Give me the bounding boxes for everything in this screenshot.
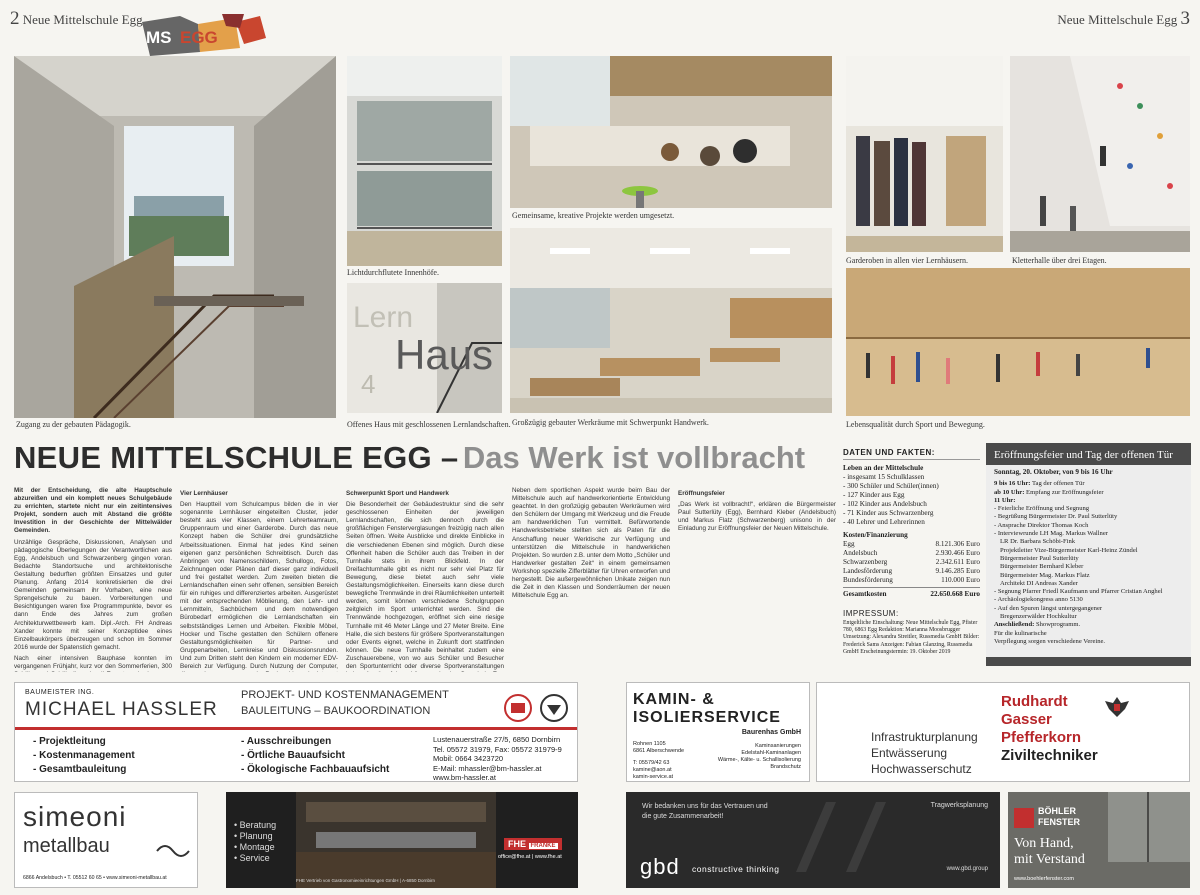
ad-slogan: [1014, 836, 1085, 868]
ad-boehler[interactable]: [1008, 792, 1190, 888]
event-line: [994, 497, 1183, 505]
ad-rudhardt[interactable]: [816, 682, 1190, 782]
ad-mobile: Mobil: 0664 3423720: [433, 754, 504, 763]
name-line: Gasser: [1001, 711, 1052, 728]
ad-brand: [504, 838, 562, 850]
ad-services-right: [241, 735, 389, 777]
caption: Lichtdurchflutete Innenhöfe.: [347, 268, 439, 277]
ad-thanks: [642, 802, 768, 822]
ad-email[interactable]: office@fhe.at | www.fhe.at: [498, 854, 562, 860]
ad-gbd[interactable]: [626, 792, 1000, 888]
service-item: • Service: [234, 853, 270, 863]
service-item: - Ausschreibungen: [241, 736, 332, 747]
ad-company-name: [1038, 806, 1080, 828]
service-item: - Projektleitung: [33, 736, 106, 747]
page-header-left: [10, 8, 143, 30]
service-item: Edelstahl-Kaminanlagen: [741, 750, 801, 756]
brand-fhe: FHE: [508, 839, 526, 849]
logo-egg: EGG: [180, 28, 218, 47]
ad-phone: Tel. 05572 31979, Fax: 05572 31979-9: [433, 744, 562, 754]
photo-cloakroom: [846, 56, 1003, 252]
ad-kamin[interactable]: [626, 682, 810, 782]
photo-stairs: [14, 56, 336, 418]
program-item: Bürgermeister Paul Sutterlüty: [1000, 554, 1079, 562]
headline-sub: Das Werk ist vollbracht: [462, 440, 806, 475]
facts-heading: DATEN UND FAKTEN:: [843, 448, 980, 460]
ad-footer: FHE Vertrieb von Gastronomieeinrichtungen GmbH | A-6850 Dornbirn: [296, 878, 435, 883]
service-item: - Kostenmanagement: [33, 750, 135, 761]
total-label: Gesamtkosten: [843, 590, 887, 598]
photo-projects: [510, 56, 832, 208]
after-text: Showprogramm.: [1034, 621, 1081, 629]
name-line: Pfefferkorn: [1001, 729, 1082, 746]
program-item: - Auf den Spuren längst untergegangener: [994, 604, 1103, 612]
event-food: Verpflegung sorgen verschiedene Vereine.: [994, 637, 1106, 645]
ad-company-name: MICHAEL HASSLER: [25, 699, 218, 720]
event-body: [986, 465, 1191, 657]
total-value: 22.650.668 Euro: [930, 590, 980, 598]
photo-lernhaus: [347, 283, 502, 413]
logo-ms: MS: [146, 28, 172, 47]
name-line: BÖHLER: [1038, 806, 1076, 816]
paragraph: Nach einer intensiven Bauphase konnten im vergangenen Frühjahr, kurz vor den Sommerferien, 300: [14, 654, 172, 670]
program-item: Projektleiter Vize-Bürgermeister Karl-Heinz Zündel: [1000, 546, 1138, 554]
cost-heading: Kosten/Finanzierung: [843, 531, 908, 539]
cost-row: [843, 576, 980, 585]
facts-list-heading: Leben an der Mittelschule: [843, 464, 924, 472]
ad-company-name: simeoni: [23, 801, 127, 832]
program-item: Bürgermeister Bernhard Kleber: [1000, 563, 1084, 571]
service-item: • Planung: [234, 831, 273, 841]
event-time: 9 bis 16 Uhr:: [994, 480, 1031, 488]
ad-services: [718, 743, 801, 771]
page-header-right: [1057, 8, 1190, 30]
wall-text-lern: Lern: [353, 301, 414, 334]
logo-icon: [1014, 808, 1034, 828]
service-item: • Montage: [234, 842, 275, 852]
ad-company-name: KAMIN- &: [633, 691, 715, 708]
photo-gym: [846, 268, 1190, 416]
ad-address: 6861 Alberschwende: [633, 748, 685, 754]
ad-company-sub: Baurenhas GmbH: [741, 729, 801, 736]
brand-franke: FRANKE: [530, 843, 556, 849]
paragraph: „Das Werk ist vollbracht!“, erklären die Bürgermeister Paul Sutterlüty (Egg), Bernhard Kleber (Andelsbuch) und Markus Flatz (Schwarzenberg) unisono in der Einladung zur Eröffnungsfeier der Neuen Mittelschule.: [678, 501, 836, 533]
ad-services: [234, 820, 276, 864]
caption: Offenes Haus mit geschlossenen Lernlandschaften.: [347, 420, 511, 429]
cost-label: Andelsbuch: [843, 549, 878, 557]
article-column-1: [14, 487, 172, 672]
badge-icon: [539, 693, 569, 728]
headline-main: NEUE MITTELSCHULE EGG –: [14, 440, 459, 475]
school-logo: [140, 14, 270, 58]
caption: Großzügig gebauter Werkräume mit Schwerpunkt Handwerk.: [512, 418, 709, 427]
name-line: Ziviltechniker: [1001, 747, 1098, 764]
fact-item: - insgesamt 15 Schulklassen: [843, 473, 925, 481]
ad-simeoni[interactable]: [14, 792, 198, 888]
ad-hassler[interactable]: [14, 682, 578, 782]
paragraph: Die Besonderheit der Gebäudestruktur sind die sehr geschlossenen Einheiten der jeweiligen Lernlandschaften, die sich dennoch durch die großflächigen Fensterverglasungen freizügig nach allen Seiten öffnen. Weite Ausblicke und direkte Einblicke in die verschiedenen Ebenen sind möglich. Durch diese Offenheit haben die Schüler auch das Treiben in der Turnhalle stets in ihrem Blickfeld. In der Dreifachturnhalle gibt es nicht nur sehr viel Platz für Bewegung, diese bietet auch sehr viele Gestaltungsmöglichkeiten. Einerseits kann diese durch bewegliche Trennwände in drei Räumlichkeiten unterteilt werden, somit können verschiedene Schulgruppen zeitgleich im Sport unterrichtet werden. Sind die Trennwände hochgezogen, eröffnet sich eine riesige Turnhalle mit 46 Meter Länge und 27 Meter Breite. Eine Halle, die sich bestens für größere Sportveranstaltungen oder Events eignet, welche in Zukunft dort stattfinden können. Die neue Turnhalle beinhaltet zudem eine Zuschauerebene, von wo aus Schüler und Besucher den Sportunterricht oder diverse Sportveranstaltungen: [346, 501, 504, 670]
ad-contact: [633, 741, 684, 781]
service-item: - Gesamtbauleitung: [33, 764, 127, 775]
service-item: Wärme-, Kälte- u. Schallisolierung: [717, 757, 801, 763]
after-label: Anschließend:: [994, 621, 1035, 629]
event-title: Eröffnungsfeier und Tag der offenen Tür: [994, 449, 1173, 461]
subheading: Vier Lernhäuser: [180, 490, 228, 497]
event-date: Sonntag, 20. Oktober, von 9 bis 16 Uhr: [994, 468, 1113, 476]
article-lead: Mit der Entscheidung, die alte Hauptschule abzureißen und ein komplett neues Schulgebäude zu errichten, startete nicht nur ein zeitintensives Projekt, sondern auch mit Abstand die größte Investition in der Geschichte der Mittelwälder Gemeinden.: [14, 487, 172, 535]
subheading: Schwerpunkt Sport und Handwerk: [346, 490, 449, 497]
photo-workshop: [510, 228, 832, 413]
event-desc: Tag der offenen Tür: [1030, 480, 1085, 488]
ad-logo: gbd: [640, 854, 680, 879]
program-item: - Feierliche Eröffnung und Segnung: [994, 505, 1090, 513]
wave-icon: [155, 839, 191, 868]
cost-label: Schwarzenberg: [843, 558, 888, 566]
program-item: Bregenzerwälder Hochkultur: [1000, 613, 1077, 621]
slogan-line: Von Hand,: [1014, 836, 1074, 851]
service-item: • Beratung: [234, 820, 277, 830]
service-item: - Örtliche Bauaufsicht: [241, 750, 345, 761]
ad-web[interactable]: kamin-service.at: [633, 774, 674, 780]
page-number: 2: [10, 8, 20, 29]
name-line: Rudhardt: [1001, 693, 1068, 710]
cost-row: [843, 558, 980, 567]
service-item: Entwässerung: [871, 746, 948, 760]
cost-row: [843, 540, 980, 549]
ad-services-left: [33, 735, 135, 777]
ad-service: Tragwerksplanung: [930, 802, 988, 809]
thanks-line: Wir bedanken uns für das Vertrauen und: [642, 803, 768, 810]
event-box: [986, 443, 1191, 666]
cost-value: 2.930.466 Euro: [935, 549, 980, 557]
facts-box: [843, 448, 980, 656]
photo-climbing: [1010, 56, 1190, 252]
service-item: Infrastrukturplanung: [871, 730, 978, 744]
event-line: [994, 480, 1183, 488]
cost-value: 110.000 Euro: [941, 576, 980, 584]
event-desc: Empfang zur Eröffnungsfeier: [1024, 488, 1104, 496]
wall-text-haus: Haus: [395, 331, 494, 378]
program-item: - Ansprache Direktor Thomas Koch: [994, 521, 1089, 529]
ad-address: Lustenauerstraße 27/5, 6850 Dornbirn: [433, 735, 561, 744]
program-item: - Archäologiekongress anno 5130: [994, 596, 1083, 604]
page-number: 3: [1180, 8, 1190, 29]
event-food: Für die kulinarische: [994, 629, 1047, 637]
ad-title: PROJEKT- UND KOSTENMANAGEMENT: [241, 689, 449, 701]
service-item: Kaminsanierungen: [755, 743, 801, 749]
cost-row: [843, 549, 980, 558]
program-item: - Begrüßung Bürgermeister Dr. Paul Sutterlüty: [994, 513, 1118, 521]
ad-contact: [433, 735, 562, 782]
cost-label: Egg: [843, 540, 855, 548]
impressum-text: Entgeltliche Einschaltung: Neue Mittelschule Egg, Pfister 780, 6863 Egg Redaktion: Marianna Moosbrugger Umsetzung: Alexandra Streitler, Russmedia GmbH Bilder: Frederick Sams Anzeigen: Fabian Glanzing, Russmedia GmbH Erscheinungstermin: 19. Oktober 2019: [843, 620, 980, 655]
ad-company-name: ISOLIERSERVICE: [633, 709, 781, 726]
program-item: - Segnung Pfarrer Friedl Kaufmann und Pfarrer Cristian Anghel: [994, 588, 1163, 596]
ad-slogan: constructive thinking: [692, 864, 780, 874]
fact-item: - 40 Lehrer und Lehrerinnen: [843, 518, 925, 526]
caption: Lebensqualität durch Sport und Bewegung.: [846, 420, 985, 429]
subheading: Eröffnungsfeier: [678, 490, 725, 497]
ad-web[interactable]: www.gbd.group: [946, 866, 988, 872]
ad-contact: 6866 Andelsbuch • T. 05512 60 65 • www.simeoni-metallbau.at: [23, 875, 167, 881]
running-title: Neue Mittelschule Egg: [22, 12, 143, 27]
article-column-3: [346, 487, 504, 672]
paragraph: Den Hauptteil vom Schulcampus bilden die in vier sogenannte Lernhäuser eingeteilten Cluster, jeder besteht aus vier Klassen, einem Lehrerteamraum, Gruppenraum und einer Garderobe. Durch das neue Konzept haben die Schüler drei grundsätzliche Arbeitssituationen. Einmal hat jedes Kind seinen eigenen ganz persönlichen Schreibtisch. Durch das Anbringen von Namensschildern, Schullogo, Fotos, Zeichnungen oder Plänen darf dieser ganz individuell und frei gestaltet werden. Zum zweiten bieten die Lernlandschaften einen sehr offenen, sensiblen Bereich für ein ruhiges und differenziertes arbeiten. Ausgerüstet mit der entsprechenden Möblierung, den Lehr- und Lernmitteln, Sachbüchern und dem notwendigen Bürobedarf ermöglichen die Lernlandschaften ein selbstständiges Lernen und Arbeiten. Flexible Möbel, Hocker und Tische gestatten den Schülern offenere Gestaltungsmöglichkeiten für Partner- und Gruppenarbeiten, Lernkreise und Diskussionsrunden. Und zum Dritten steht den Kindern ein moderner EDV-Bereich zur Verfügung. Durch Nutzung der Computer,: [180, 501, 338, 670]
program-item: - Interviewrunde LH Mag. Markus Wallner: [994, 530, 1108, 538]
ad-phone: T: 05579/42 63: [633, 760, 670, 766]
article-column-4: [512, 487, 670, 672]
event-time: 11 Uhr:: [994, 496, 1016, 504]
cost-label: Bundesförderung: [843, 576, 893, 584]
headline: [14, 440, 805, 476]
caption: Kletterhalle über drei Etagen.: [1012, 256, 1107, 265]
event-time: ab 10 Uhr:: [994, 488, 1025, 496]
program-item: Architekt DI Andreas Xander: [1000, 579, 1078, 587]
event-line: [994, 489, 1183, 497]
wall-text-four: 4: [361, 369, 376, 399]
thanks-line: die gute Zusammenarbeit!: [642, 813, 724, 820]
ad-email: kamine@aon.at: [633, 767, 672, 773]
ad-title: BAULEITUNG – BAUKOORDINATION: [241, 705, 431, 717]
cost-value: 8.121.306 Euro: [935, 540, 980, 548]
ad-services: [871, 729, 978, 777]
ad-web[interactable]: www.boehlerfenster.com: [1014, 876, 1074, 882]
caption: Zugang zu der gebauten Pädagogik.: [16, 420, 131, 429]
ad-small: BAUMEISTER ING.: [25, 689, 95, 696]
eagle-icon: [1103, 693, 1131, 726]
name-line: FENSTER: [1038, 817, 1081, 827]
article-column-2: [180, 487, 338, 672]
ad-company-sub: metallbau: [23, 835, 110, 857]
photo-atrium: [347, 56, 502, 266]
impressum-heading: IMPRESSUM:: [843, 609, 899, 618]
paragraph: Neben dem sportlichen Aspekt wurde beim Bau der Mittelschule auch auf handwerkorientierte Entwicklung geachtet. In den großzügig gebauten Werkräumen wird den Schülern der Umgang mit Werkzeug und die Freude am handwerklichen Tun vermittelt. Befürwortende Handwerksbetriebe stellten sich als Paten für die Anschaffung neuer Werktische zur Verfügung und unterstützen die Mittelschule in handwerklichen Projekten. So wurden z.B. unter dem Motto „Schüler und Handwerker gestalten Zeit“ in einem gemeinsamen Workshop spezielle Zifferblätter für Uhren entworfen und hergestellt. Die außergewöhnlichen Unikate zeigen nun die Zeit in den Klassen und Sonderräumen der neuen Mittelschule Egg an.: [512, 487, 670, 600]
caption: Garderoben in allen vier Lernhäusern.: [846, 256, 968, 265]
seal-icon: [503, 693, 533, 728]
fact-item: - 102 Kinder aus Andelsbuch: [843, 500, 927, 508]
fact-item: - 71 Kinder aus Schwarzenberg: [843, 509, 934, 517]
cost-value: 9.146.285 Euro: [935, 567, 980, 575]
fact-item: - 127 Kinder aus Egg: [843, 491, 905, 499]
program-item: Bürgermeister Mag. Markus Flatz: [1000, 571, 1090, 579]
cost-value: 2.342.611 Euro: [935, 558, 980, 566]
cost-row: [843, 567, 980, 576]
ad-web[interactable]: www.bm-hassler.at: [433, 773, 496, 782]
event-after: [994, 621, 1183, 629]
caption: Gemeinsame, kreative Projekte werden umgesetzt.: [512, 211, 675, 220]
program-item: LR Dr. Barbara Schöbi-Fink: [1000, 538, 1076, 546]
paragraph: Unzählige Gespräche, Diskussionen, Analysen und pädagogische Überlegungen der Verantwortlichen aus Egg, Andelsbuch und Schwarzenberg gingen voran. Bedachte Standortsuche und architektonische Gestaltung bedurften größten Einsatzes und guter Planung. Anfang 2014 konkretisierten die drei Gemeinden gemeinsam ihr Vorhaben, eine neue Sprengelschule zu bauen. Vorbereitungen und Besichtigungen waren fixe Programmpunkte, bevor es dann Ende des Jahres zum großen Architekturwettbewerb kam. Dipl.-Arch. FH Andreas Xander konnte mit seiner Konzeptidee eines Einzelbaukörpers überzeugen und schon im Sommer 2016 wurde der Spatenstich gemacht.: [14, 538, 172, 651]
ad-email: E-Mail: mhassler@bm-hassler.at: [433, 763, 542, 773]
cost-label: Landesförderung: [843, 567, 893, 575]
ad-fhe[interactable]: [226, 792, 578, 888]
ad-company-name: [1001, 693, 1098, 765]
cost-total: [843, 587, 980, 599]
ad-divider: [15, 727, 578, 730]
slogan-line: mit Verstand: [1014, 852, 1085, 867]
running-title: Neue Mittelschule Egg: [1057, 12, 1178, 27]
fact-item: - 300 Schüler und Schüler(innen): [843, 482, 939, 490]
service-item: Hochwasserschutz: [871, 762, 972, 776]
article-column-5: [678, 487, 836, 672]
ad-address: Rohnen 1105: [633, 741, 666, 747]
service-item: Brandschutz: [770, 764, 801, 770]
service-item: - Ökologische Fachbauaufsicht: [241, 764, 390, 775]
